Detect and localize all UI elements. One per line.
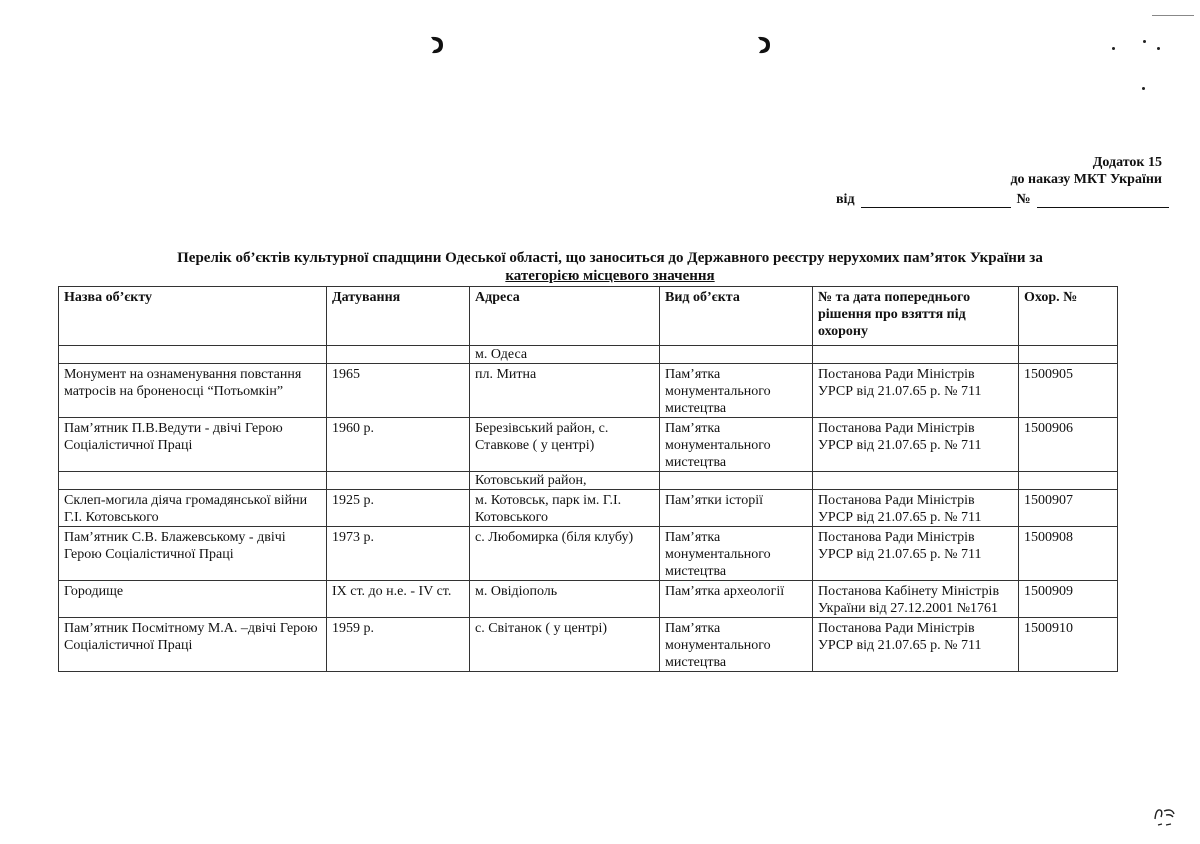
cell-name: Склеп-могила діяча громадянської війни Г.І. Котовського <box>59 490 327 527</box>
cell-date: 1965 <box>327 364 470 418</box>
appendix-order: до наказу МКТ України <box>1010 172 1162 187</box>
punch-hole-icon <box>428 34 446 56</box>
scan-speck <box>1142 87 1145 90</box>
cell-decision: Постанова Ради Міністрів УРСР від 21.07.65 р. № 711 <box>813 527 1019 581</box>
column-header-address: Адреса <box>470 287 660 346</box>
column-header-decision: № та дата попереднього рішення про взяття під охорону <box>813 287 1019 346</box>
cell-type: Пам’ятки історії <box>660 490 813 527</box>
cell-date: 1960 р. <box>327 418 470 472</box>
cell-decision: Постанова Кабінету Міністрів України від 27.12.2001 №1761 <box>813 581 1019 618</box>
scan-edge-line <box>1152 15 1194 16</box>
cell-decision: Постанова Ради Міністрів УРСР від 21.07.65 р. № 711 <box>813 418 1019 472</box>
cell-name: Пам’ятник П.В.Ведути - двічі Герою Соціалістичної Праці <box>59 418 327 472</box>
date-blank <box>861 193 1011 208</box>
column-header-name: Назва об’єкту <box>59 287 327 346</box>
number-blank <box>1037 193 1169 208</box>
cell-decision: Постанова Ради Міністрів УРСР від 21.07.65 р. № 711 <box>813 364 1019 418</box>
cell-date: IX ст. до н.е. - IV ст. <box>327 581 470 618</box>
cell-protection-number: 1500908 <box>1019 527 1118 581</box>
cell-address: м. Овідіополь <box>470 581 660 618</box>
appendix-number: Додаток 15 <box>1092 155 1162 170</box>
document-title <box>60 249 1160 285</box>
column-header-protection-number: Охор. № <box>1019 287 1118 346</box>
cell-name: Монумент на ознаменування повстання матросів на броненосці “Потьомкін” <box>59 364 327 418</box>
scan-speck <box>1157 47 1160 50</box>
cell-name: Пам’ятник С.В. Блажевському - двічі Герою Соціалістичної Праці <box>59 527 327 581</box>
cell-protection-number: 1500909 <box>1019 581 1118 618</box>
cell-type: Пам’ятка монументального мистецтва <box>660 418 813 472</box>
cell-date: 1925 р. <box>327 490 470 527</box>
date-number-line <box>836 192 1169 208</box>
table-row <box>59 618 1118 672</box>
cell-date: 1959 р. <box>327 618 470 672</box>
region-label: Котовський район, <box>470 472 660 490</box>
cell-name: Городище <box>59 581 327 618</box>
scan-speck <box>1112 47 1115 50</box>
title-line-2: категорією місцевого значення <box>505 268 715 284</box>
cell-type: Пам’ятка монументального мистецтва <box>660 527 813 581</box>
cell-protection-number: 1500910 <box>1019 618 1118 672</box>
region-row <box>59 346 1118 364</box>
date-prefix: від <box>836 192 855 207</box>
region-row <box>59 472 1118 490</box>
cell-type: Пам’ятка монументального мистецтва <box>660 618 813 672</box>
cell-type: Пам’ятка археології <box>660 581 813 618</box>
handwritten-mark-icon <box>1152 803 1178 834</box>
table-row <box>59 581 1118 618</box>
cell-decision: Постанова Ради Міністрів УРСР від 21.07.65 р. № 711 <box>813 490 1019 527</box>
cell-date: 1973 р. <box>327 527 470 581</box>
title-line-1: Перелік об’єктів культурної спадщини Одеської області, що заноситься до Державного реєстру нерухомих пам’яток України за <box>177 250 1043 266</box>
cell-name: Пам’ятник Посмітному М.А. –двічі Герою Соціалістичної Праці <box>59 618 327 672</box>
cell-address: м. Котовськ, парк ім. Г.І. Котовського <box>470 490 660 527</box>
cell-protection-number: 1500906 <box>1019 418 1118 472</box>
appendix-header <box>1010 154 1162 188</box>
cell-decision: Постанова Ради Міністрів УРСР від 21.07.65 р. № 711 <box>813 618 1019 672</box>
table-row <box>59 490 1118 527</box>
region-label: м. Одеса <box>470 346 660 364</box>
number-prefix: № <box>1016 192 1031 207</box>
table-row <box>59 527 1118 581</box>
scan-speck <box>1143 40 1146 43</box>
column-header-type: Вид об’єкта <box>660 287 813 346</box>
column-header-date: Датування <box>327 287 470 346</box>
punch-hole-icon <box>755 34 773 56</box>
table-row <box>59 364 1118 418</box>
heritage-table <box>58 286 1118 672</box>
cell-protection-number: 1500905 <box>1019 364 1118 418</box>
cell-type: Пам’ятка монументального мистецтва <box>660 364 813 418</box>
cell-address: пл. Митна <box>470 364 660 418</box>
cell-protection-number: 1500907 <box>1019 490 1118 527</box>
cell-address: Березівський район, с. Ставкове ( у центрі) <box>470 418 660 472</box>
cell-address: с. Світанок ( у центрі) <box>470 618 660 672</box>
cell-address: с. Любомирка (біля клубу) <box>470 527 660 581</box>
table-row <box>59 418 1118 472</box>
table-header-row <box>59 287 1118 346</box>
